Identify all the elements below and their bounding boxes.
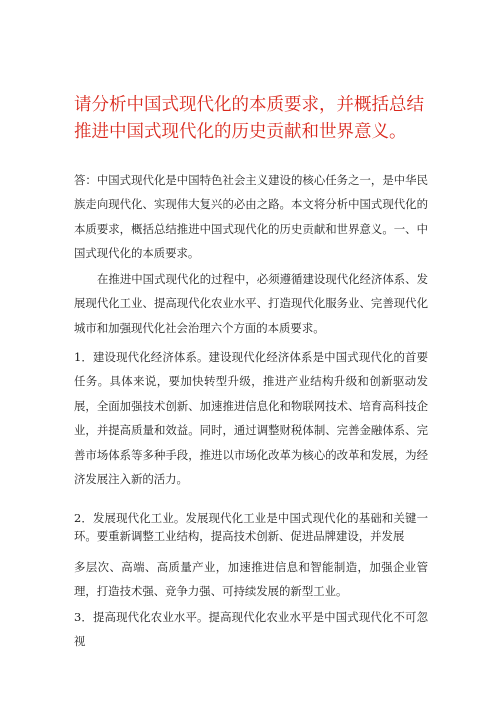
agriculture-paragraph: 3．提高现代化农业水平。提高现代化农业水平是中国式现代化不可忽视 <box>74 610 428 649</box>
requirements-overview-paragraph: 在推进中国式现代化的过程中，必须遵循建设现代化经济体系、发展现代化工业、提高现代化农业水平、打造现代化服务业、完善现代化城市和加强现代化社会治理六个方面的本质要求。 <box>74 272 428 335</box>
industry-paragraph-continued: 多层次、高端、高质量产业，加速推进信息和智能制造，加强企业管理，打造技术强、竞争力强、可持续发展的新型工业。 <box>74 560 428 599</box>
economic-system-paragraph: 1．建设现代化经济体系。建设现代化经济体系是中国式现代化的首要任务。具体来说，要加快转型升级，推进产业结构升级和创新驱动发展，全面加强技术创新、加速推进信息化和物联网技术、培育高科技企业，并提高质量和效益。同时，通过调整财税体制、完善金融体系、完善市场体系等多种手段，推进以市场化改革为核心的改革和发展，为经济发展注入新的活力。 <box>74 350 428 487</box>
answer-intro-paragraph: 答：中国式现代化是中国特色社会主义建设的核心任务之一，是中华民族走向现代化、实现伟大复兴的必由之路。本文将分析中国式现代化的本质要求，概括总结推进中国式现代化的历史贡献和世界意义。一、中国式现代化的本质要求。 <box>74 173 428 261</box>
industry-paragraph: 2．发展现代化工业。发展现代化工业是中国式现代化的基础和关键一环。要重新调整工业结构，提高技术创新、促进品牌建设，并发展 <box>74 511 428 543</box>
document-title: 请分析中国式现代化的本质要求，并概括总结推进中国式现代化的历史贡献和世界意义。 <box>74 95 424 142</box>
